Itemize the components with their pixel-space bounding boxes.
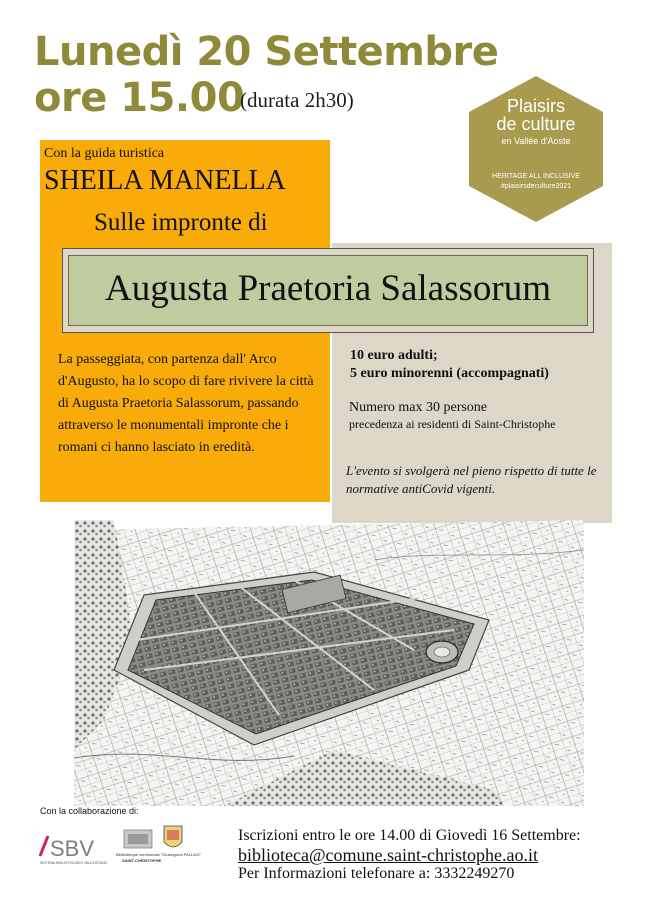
- sbv-logo-sub: SISTEMA BIBLIOTECARIO VALDOSTANO: [40, 861, 108, 865]
- collaboration-label: Con la collaborazione di:: [40, 806, 139, 816]
- plaisirs-de-culture-logo: [467, 76, 605, 222]
- partner-logos: [36, 818, 202, 868]
- badge-line-4: HERITAGE ALL INCLUSIVE: [492, 173, 580, 180]
- library-logo-text: Bibliothèque communale "Giuseppina PALLAIS": [116, 852, 202, 857]
- contact-email-link[interactable]: biblioteca@comune.saint-christophe.ao.it: [238, 845, 538, 865]
- sbv-logo-text: SBV: [50, 836, 95, 861]
- price-minors: 5 euro minorenni (accompagnati): [350, 366, 549, 381]
- event-description: La passeggiata, con partenza dall' Arco d'Augusto, ha lo scopo di fare rivivere la città di Augusta Praetoria Salassorum, passando attraverso le monumentali impronte che i romani ci hanno lasciato in eredità.: [58, 352, 314, 455]
- covid-note: L'evento si svolgerà nel pieno rispetto di tutte le normative antiCovid vigenti.: [346, 463, 597, 496]
- event-duration: (durata 2h30): [240, 88, 354, 112]
- event-time: ore 15.00: [34, 75, 245, 121]
- library-logo-sub: SAINT-CHRISTOPHE: [122, 858, 162, 863]
- capacity-max: Numero max 30 persone: [349, 400, 488, 415]
- capacity-priority: precedenza ai residenti di Saint-Christophe: [349, 417, 556, 431]
- contact-phone: Per Informazioni telefonare a: 3332249270: [238, 865, 515, 882]
- registration-deadline: Iscrizioni entro le ore 14.00 di Giovedì 16 Settembre:: [238, 827, 581, 844]
- roman-city-illustration: [74, 520, 584, 806]
- guide-intro: Con la guida turistica: [44, 146, 165, 161]
- event-title: Augusta Praetoria Salassorum: [105, 268, 551, 309]
- event-date: Lunedì 20 Settembre: [34, 29, 499, 75]
- guide-name: SHEILA MANELLA: [44, 165, 286, 196]
- guide-subtitle: Sulle impronte di: [94, 209, 268, 236]
- badge-line-3: en Vallée d'Aoste: [501, 136, 571, 146]
- badge-line-5: #plaisirsdeculture2021: [500, 183, 572, 190]
- badge-line-2: de culture: [496, 114, 576, 134]
- badge-line-1: Plaisirs: [506, 96, 565, 116]
- price-adults: 10 euro adulti;: [350, 348, 438, 363]
